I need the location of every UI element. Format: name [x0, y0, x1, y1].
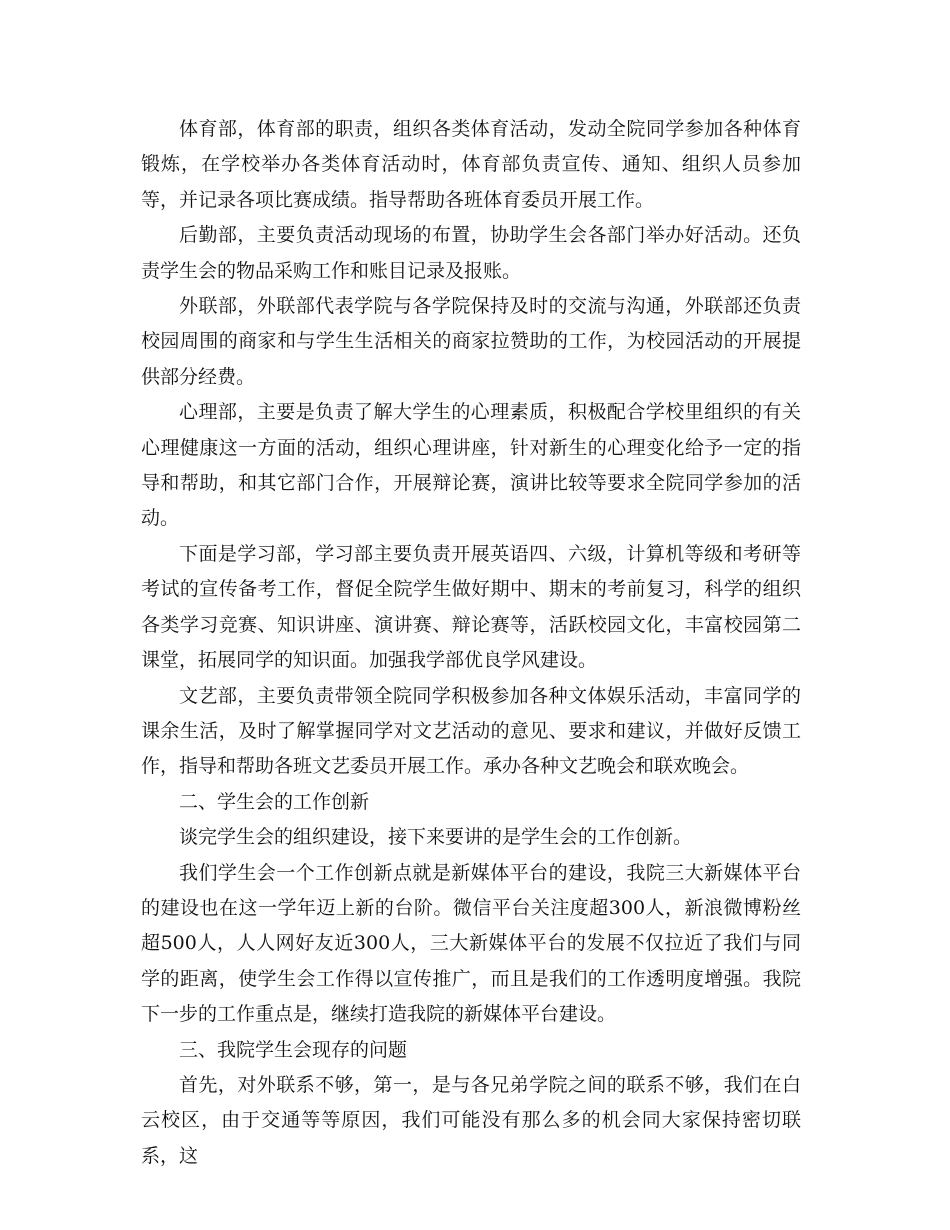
paragraph-sports-dept: 体育部，体育部的职责，组织各类体育活动，发动全院同学参加各种体育锻炼，在学校举办各类体育活动时，体育部负责宣传、通知、组织人员参加等，并记录各项比赛成绩。指导帮助各班体育委员开展工作。: [141, 118, 801, 211]
paragraph-new-media-platform: 我们学生会一个工作创新点就是新媒体平台的建设，我院三大新媒体平台的建设也在这一学年迈上新的台阶。微信平台关注度超300人，新浪微博粉丝超500人，人人网好友近300人，三大新媒体平台的发展不仅拉近了我们与同学的距离，使学生会工作得以宣传推广，而且是我们的工作透明度增强。我院下一步的工作重点是，继续打造我院的新媒体平台建设。: [141, 861, 801, 1026]
paragraph-external-contact-issue: 首先，对外联系不够，第一，是与各兄弟学院之间的联系不够，我们在白云校区，由于交通等等原因，我们可能没有那么多的机会同大家保持密切联系，这: [141, 1073, 801, 1167]
paragraph-external-relations-dept: 外联部，外联部代表学院与各学院保持及时的交流与沟通，外联部还负责校园周围的商家和与学生生活相关的商家拉赞助的工作，为校园活动的开展提供部分经费。: [141, 295, 801, 388]
paragraph-psychology-dept: 心理部，主要是负责了解大学生的心理素质，积极配合学校里组织的有关心理健康这一方面的活动，组织心理讲座，针对新生的心理变化给予一定的指导和帮助，和其它部门合作，开展辩论赛，演讲比较等要求全院同学参加的活动。: [141, 401, 801, 530]
section-heading-existing-problems: 三、我院学生会现存的问题: [179, 1038, 408, 1061]
paragraph-arts-dept: 文艺部，主要负责带领全院同学积极参加各种文体娱乐活动，丰富同学的课余生活，及时了解掌握同学对文艺活动的意见、要求和建议，并做好反馈工作，指导和帮助各班文艺委员开展工作。承办各种文艺晚会和联欢晚会。: [141, 684, 801, 778]
document-body: [141, 112, 801, 1174]
section-heading-work-innovation: 二、学生会的工作创新: [179, 790, 370, 813]
paragraph-logistics-dept: 后勤部，主要负责活动现场的布置，协助学生会各部门举办好活动。还负责学生会的物品采购工作和账目记录及报账。: [141, 224, 801, 282]
paragraph-innovation-intro: 谈完学生会的组织建设，接下来要讲的是学生会的工作创新。: [179, 826, 693, 849]
paragraph-study-dept: 下面是学习部，学习部主要负责开展英语四、六级，计算机等级和考研等考试的宣传备考工作，督促全院学生做好期中、期末的考前复习，科学的组织各类学习竞赛、知识讲座、演讲赛、辩论赛等，活跃校园文化，丰富校园第二课堂，拓展同学的知识面。加强我学部优良学风建设。: [141, 542, 801, 672]
